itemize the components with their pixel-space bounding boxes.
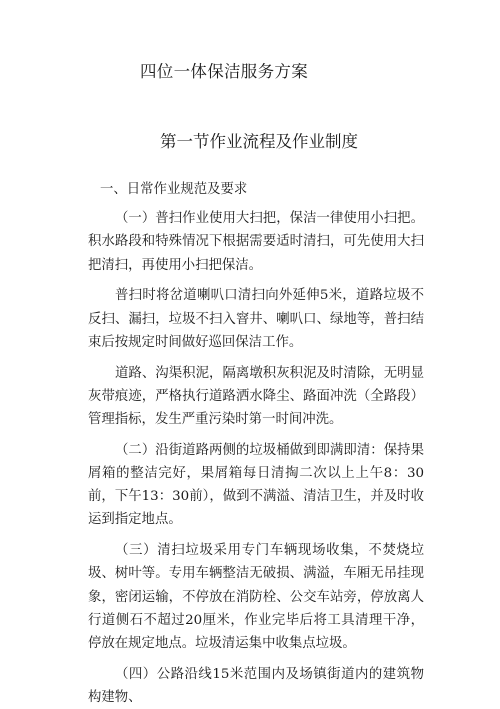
paragraph: （一）普扫作业使用大扫把，保洁一律使用小扫把。积水路段和特殊情况下根据需要适时清扫，可先使用大扫把清扫，再使用小扫把保洁。	[88, 211, 424, 273]
paragraph: 普扫时将岔道喇叭口清扫向外延伸5米，道路垃圾不反扫、漏扫，垃圾不扫入窨井、喇叭口、绿地等，普扫结束后按规定时间做好巡回保洁工作。	[88, 288, 424, 350]
section-title: 第一节作业流程及作业制度	[160, 132, 358, 151]
heading-daily-operation: 一、日常作业规范及要求	[100, 182, 248, 197]
paragraph: 道路、沟渠积泥，隔离墩积灰积泥及时清除，无明显灰带痕迹，严格执行道路洒水降尘、路面冲洗（全路段）管理指标，发生严重污染时第一时间冲洗。	[88, 365, 424, 428]
document-body	[88, 178, 424, 709]
paragraph: （二）沿街道路两侧的垃圾桶做到即满即清：保持果屑箱的整洁完好，果屑箱每日清掏二次以上上午8：30前，下午13：30前），做到不满溢、清洁卫生，并及时收运到指定地点。	[88, 442, 424, 528]
document-title: 四位一体保洁服务方案	[140, 62, 308, 81]
paragraph: （四）公路沿线15米范围内及场镇街道内的建筑物构建物、	[88, 666, 424, 706]
paragraph: （三）清扫垃圾采用专门车辆现场收集，不焚烧垃圾、树叶等。专用车辆整洁无破损、满溢，车厢无吊挂现象，密闭运输，不停放在消防栓、公交车站旁，停放离人行道侧石不超过20厘米，作业完毕后将工具清理干净，停放在规定地点。垃圾清运集中收集点垃圾。	[88, 543, 424, 652]
